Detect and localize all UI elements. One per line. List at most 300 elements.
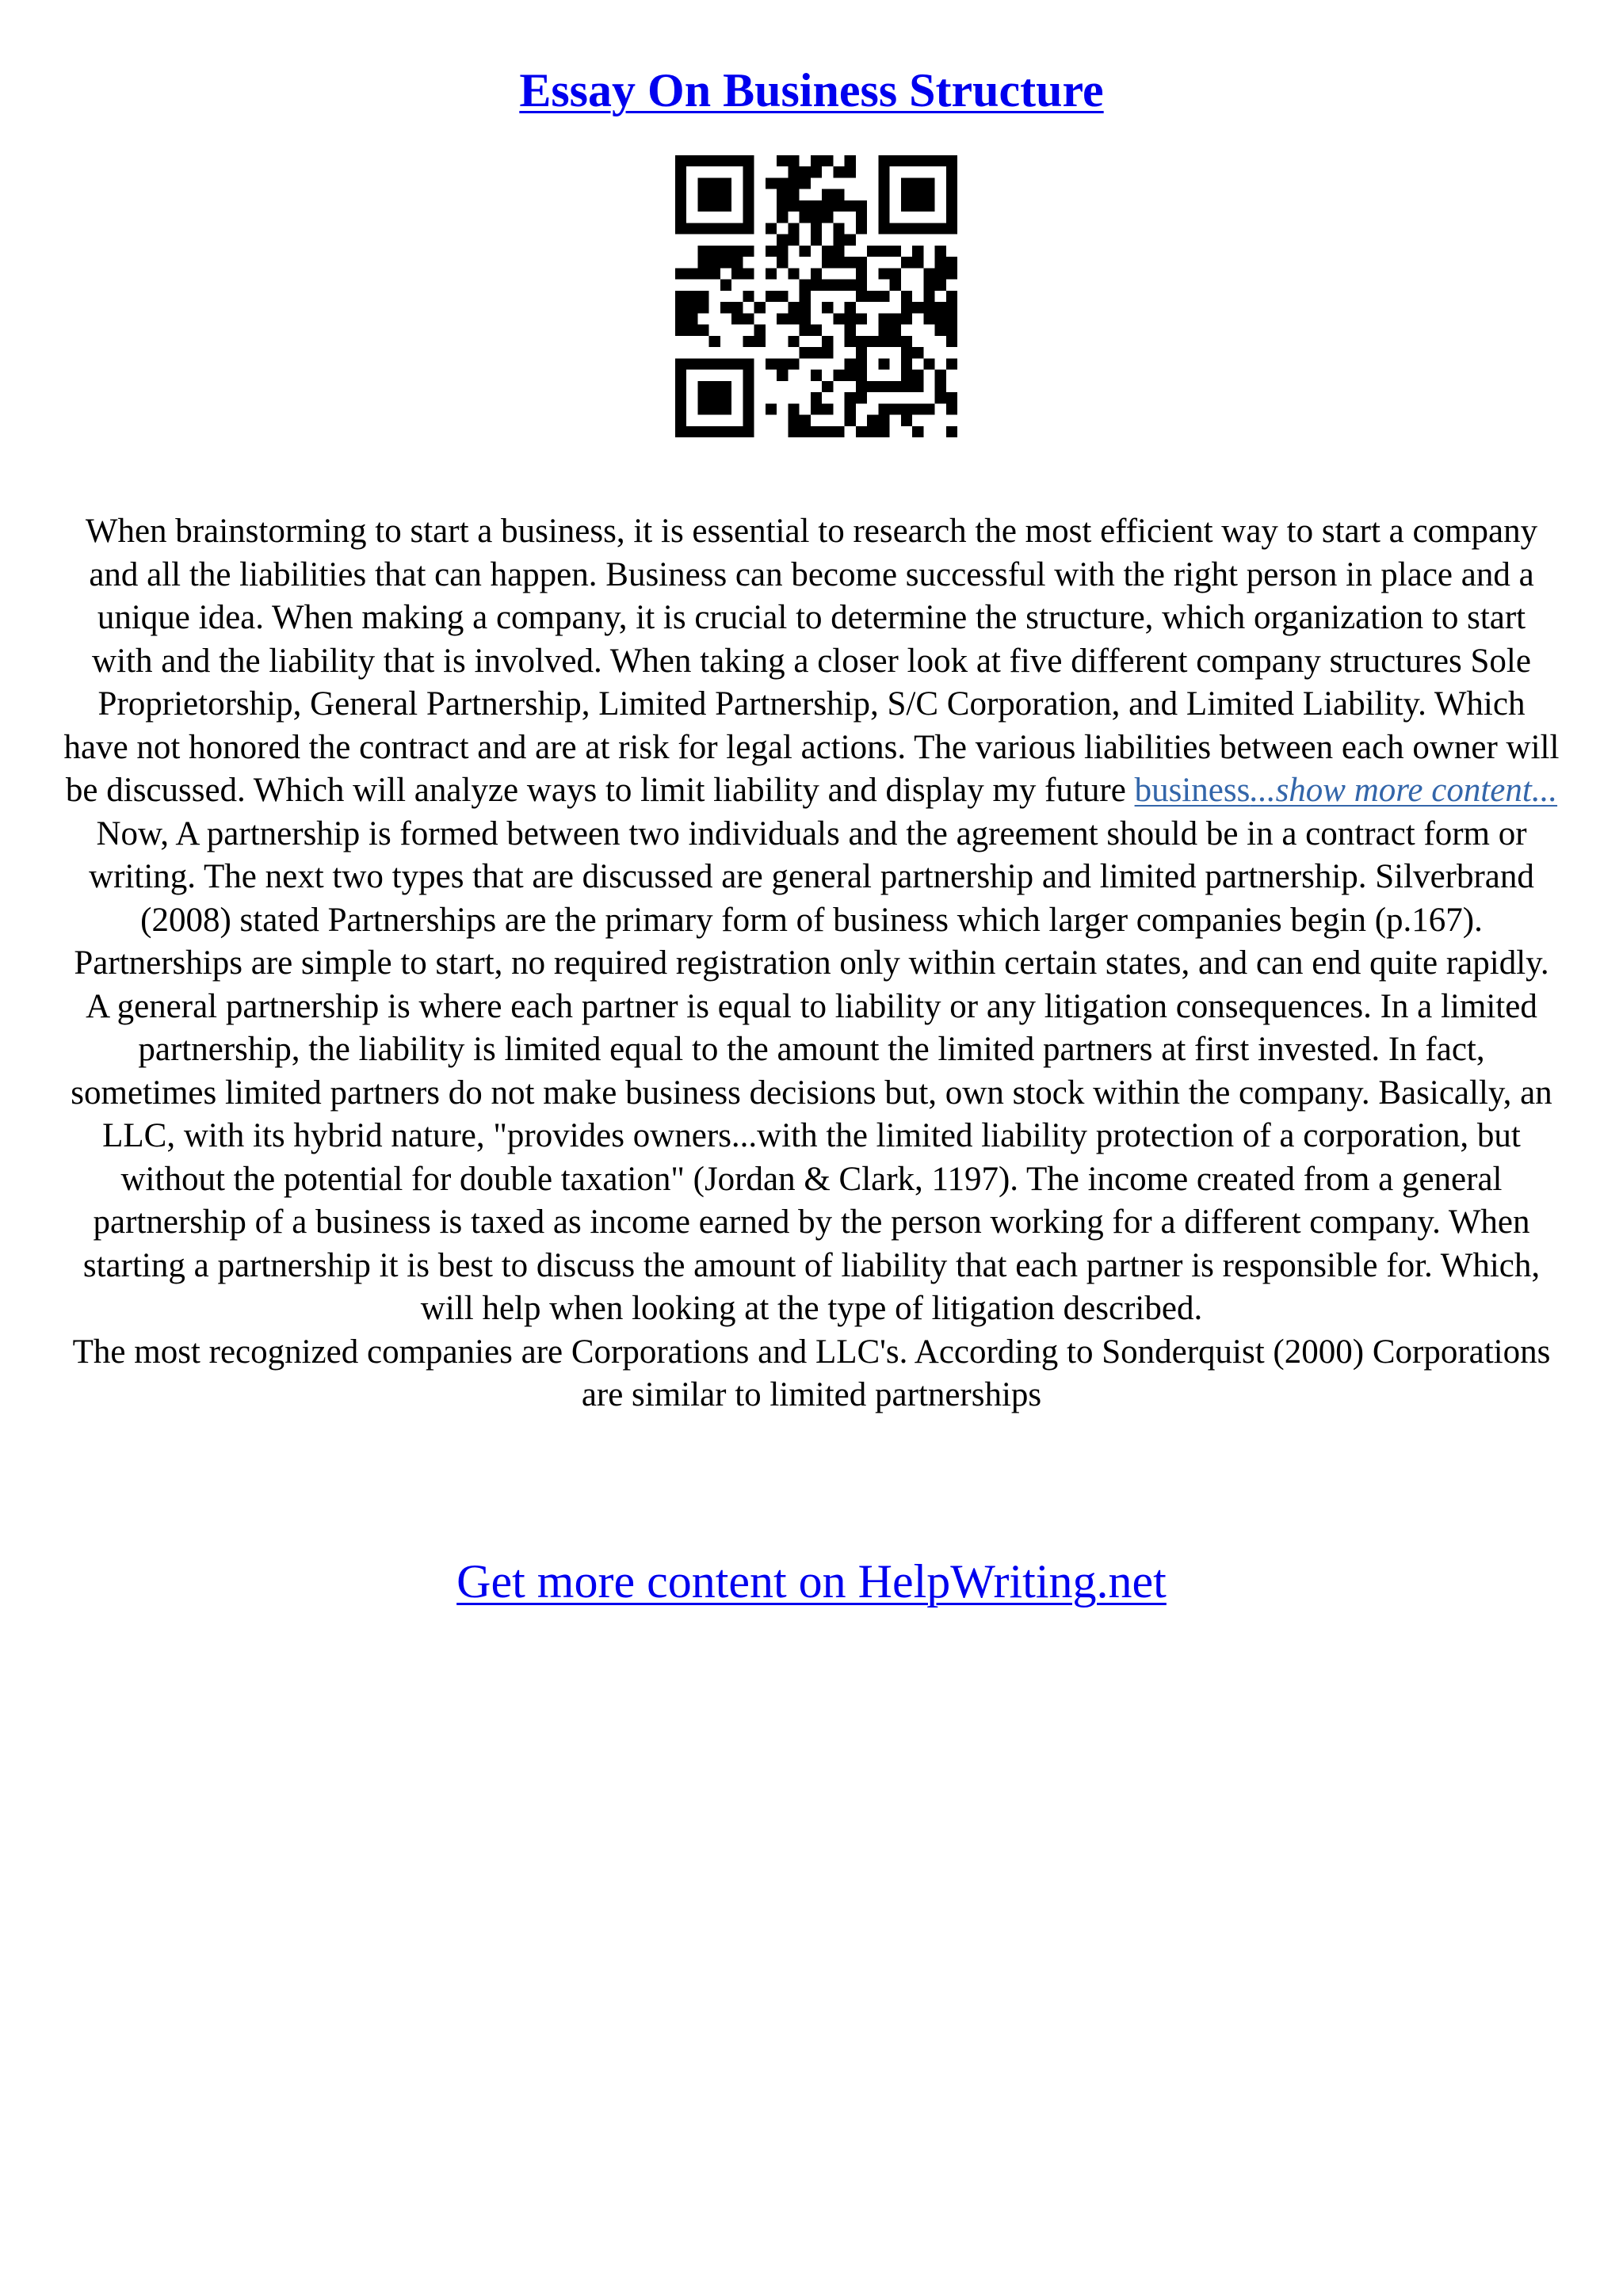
qr-module (743, 212, 754, 223)
qr-module (946, 155, 957, 166)
qr-module (800, 347, 811, 358)
qr-module (766, 291, 777, 302)
qr-module (675, 189, 686, 200)
qr-module (731, 246, 743, 257)
show-more-word: business (1134, 772, 1251, 809)
qr-module (822, 257, 833, 268)
qr-module (845, 257, 856, 268)
qr-module (731, 257, 743, 268)
qr-module (709, 155, 720, 166)
qr-module (901, 155, 912, 166)
qr-module (833, 280, 844, 291)
qr-module (788, 155, 799, 166)
qr-module (675, 155, 686, 166)
qr-module (709, 268, 720, 279)
qr-module (743, 189, 754, 200)
qr-module (935, 280, 946, 291)
qr-module (923, 200, 934, 212)
qr-module (743, 177, 754, 189)
qr-module (845, 415, 856, 426)
qr-module (697, 223, 708, 234)
qr-module (709, 381, 720, 392)
qr-module (912, 177, 923, 189)
qr-module (878, 336, 889, 347)
qr-module (686, 155, 697, 166)
qr-module (709, 336, 720, 347)
qr-module (697, 392, 708, 403)
qr-module (856, 392, 867, 403)
qr-module (675, 302, 686, 313)
qr-module (811, 347, 822, 358)
qr-module (788, 313, 799, 324)
qr-module (766, 358, 777, 369)
qr-module (923, 177, 934, 189)
qr-module (800, 280, 811, 291)
qr-module (833, 166, 844, 177)
qr-module (811, 200, 822, 212)
qr-module (822, 246, 833, 257)
qr-module (845, 370, 856, 381)
qr-module (675, 268, 686, 279)
qr-module (743, 291, 754, 302)
qr-module (731, 223, 743, 234)
show-more-link[interactable] (1135, 772, 1558, 809)
qr-module (912, 403, 923, 414)
qr-module (754, 336, 766, 347)
qr-module (743, 370, 754, 381)
qr-module (709, 358, 720, 369)
qr-module (878, 189, 889, 200)
qr-module (811, 155, 822, 166)
qr-module (686, 291, 697, 302)
qr-module (720, 177, 731, 189)
qr-module (901, 336, 912, 347)
qr-module (935, 257, 946, 268)
qr-module (912, 347, 923, 358)
qr-module (878, 415, 889, 426)
qr-module (766, 403, 777, 414)
qr-module (923, 189, 934, 200)
qr-module (856, 280, 867, 291)
qr-module (890, 155, 901, 166)
qr-module (788, 166, 799, 177)
qr-module (856, 257, 867, 268)
qr-module (777, 291, 788, 302)
qr-module (777, 177, 788, 189)
essay-paragraph-2: Now, A partnership is formed between two individuals and the agreement should be in a contract form or writing. The next two types that are discussed are general partnership and limited partnership. Silverbrand (2008) stated Partnerships are the primary form of business which larger companies begin (p.167). Partnerships are simple to start, no required registration only within certain states, and can end quite rapidly. A general partnership is where each partner is equal to liability or any litigation consequences. In a limited partnership, the liability is limited equal to the amount the limited partners at first invested. In fact, sometimes limited partners do not make business decisions but, own stock within the company. Basically, an LLC, with its hybrid nature, "provides owners...with the limited liability protection of a corporation, but without the potential for double taxation" (Jordan & Clark, 1197). The income created from a general partnership of a business is taxed as income earned by the person working for a different company. When starting a partnership it is best to discuss the amount of liability that each partner is responsible for. Which, will help when looking at the type of litigation described. (71, 814, 1552, 1327)
qr-module (675, 403, 686, 414)
qr-module (856, 268, 867, 279)
qr-module (675, 325, 686, 336)
qr-module (720, 358, 731, 369)
qr-module (800, 313, 811, 324)
qr-module (878, 268, 889, 279)
qr-module (720, 189, 731, 200)
qr-module (720, 223, 731, 234)
qr-module (935, 381, 946, 392)
qr-module (935, 268, 946, 279)
qr-module (720, 381, 731, 392)
qr-module (800, 291, 811, 302)
qr-module (912, 246, 923, 257)
qr-module (800, 200, 811, 212)
qr-module (935, 302, 946, 313)
qr-module (946, 189, 957, 200)
qr-module (697, 426, 708, 437)
qr-module (811, 166, 822, 177)
qr-module (833, 426, 844, 437)
qr-module (923, 268, 934, 279)
qr-module (709, 246, 720, 257)
qr-module (697, 189, 708, 200)
qr-module (878, 381, 889, 392)
qr-module (912, 381, 923, 392)
qr-module (675, 426, 686, 437)
qr-module (845, 313, 856, 324)
qr-code-graphic (675, 155, 957, 437)
qr-module (890, 403, 901, 414)
qr-code-icon (675, 155, 957, 437)
qr-module (686, 358, 697, 369)
qr-module (901, 313, 912, 324)
qr-module (743, 358, 754, 369)
qr-module (788, 268, 799, 279)
qr-module (788, 177, 799, 189)
qr-module (845, 155, 856, 166)
qr-module (935, 325, 946, 336)
qr-module (890, 268, 901, 279)
qr-module (867, 291, 878, 302)
qr-module (743, 166, 754, 177)
qr-module (935, 155, 946, 166)
qr-module (946, 257, 957, 268)
qr-module (822, 280, 833, 291)
qr-module (878, 212, 889, 223)
qr-module (731, 313, 743, 324)
qr-module (845, 200, 856, 212)
qr-module (788, 426, 799, 437)
qr-module (901, 381, 912, 392)
qr-module (901, 302, 912, 313)
qr-module (867, 336, 878, 347)
qr-module (788, 189, 799, 200)
qr-module (856, 370, 867, 381)
qr-module (856, 212, 867, 223)
qr-module (845, 403, 856, 414)
qr-module (697, 291, 708, 302)
qr-module (754, 325, 766, 336)
qr-module (822, 347, 833, 358)
qr-module (697, 200, 708, 212)
qr-module (867, 381, 878, 392)
qr-module (901, 200, 912, 212)
qr-module (878, 426, 889, 437)
get-more-content-link[interactable]: Get more content on HelpWriting.net (456, 1555, 1167, 1608)
qr-module (912, 223, 923, 234)
qr-module (878, 200, 889, 212)
qr-module (720, 426, 731, 437)
qr-module (878, 313, 889, 324)
qr-module (743, 403, 754, 414)
qr-module (856, 358, 867, 369)
qr-module (867, 426, 878, 437)
qr-module (946, 291, 957, 302)
qr-module (788, 223, 799, 234)
qr-module (675, 370, 686, 381)
qr-module (946, 223, 957, 234)
qr-module (822, 403, 833, 414)
qr-module (754, 302, 766, 313)
qr-module (946, 358, 957, 369)
qr-module (935, 313, 946, 324)
qr-module (811, 370, 822, 381)
qr-module (935, 370, 946, 381)
qr-module (777, 200, 788, 212)
qr-module (833, 246, 844, 257)
qr-module (720, 280, 731, 291)
qr-module (811, 426, 822, 437)
qr-module (833, 200, 844, 212)
qr-module (697, 403, 708, 414)
qr-module (845, 302, 856, 313)
qr-module (856, 381, 867, 392)
qr-module (845, 166, 856, 177)
qr-module (686, 302, 697, 313)
qr-module (811, 325, 822, 336)
essay-body (63, 510, 1560, 1417)
qr-module (777, 246, 788, 257)
qr-module (675, 223, 686, 234)
qr-module (675, 177, 686, 189)
qr-module (946, 200, 957, 212)
qr-module (890, 336, 901, 347)
qr-module (901, 223, 912, 234)
qr-module (867, 246, 878, 257)
qr-module (822, 381, 833, 392)
qr-module (890, 280, 901, 291)
qr-module (912, 200, 923, 212)
essay-paragraph-3: The most recognized companies are Corporations and LLC's. According to Sonderquist (2000) Corporations are similar to limited partnerships (72, 1333, 1551, 1413)
qr-module (878, 325, 889, 336)
qr-module (856, 347, 867, 358)
qr-module (923, 291, 934, 302)
essay-paragraph-1 (63, 510, 1560, 813)
qr-module (822, 189, 833, 200)
qr-module (845, 235, 856, 246)
qr-module (720, 257, 731, 268)
qr-module (800, 302, 811, 313)
qr-module (912, 370, 923, 381)
qr-module (923, 313, 934, 324)
qr-module (800, 325, 811, 336)
qr-module (890, 223, 901, 234)
qr-module (709, 426, 720, 437)
qr-module (878, 291, 889, 302)
qr-module (675, 392, 686, 403)
paragraph-1-text: When brainstorming to start a business, it is essential to research the most efficient way to start a company and all the liabilities that can happen. Business can become successful with the right person in place and a unique idea. When making a company, it is crucial to determine the structure, which organization to start with and the liability that is involved. When taking a closer look at five different company structures Sole Proprietorship, General Partnership, Limited Partnership, S/C Corporation, and Limited Liability. Which have not honored the contract and are at risk for legal actions. The various liabilities between each owner will be discussed. Which will analyze ways to limit liability and display my future (63, 513, 1560, 809)
qr-module (946, 166, 957, 177)
qr-module (766, 223, 777, 234)
qr-module (709, 392, 720, 403)
qr-module (675, 291, 686, 302)
qr-module (731, 268, 743, 279)
qr-module (697, 358, 708, 369)
qr-module (935, 392, 946, 403)
qr-module (743, 313, 754, 324)
qr-module (878, 358, 889, 369)
qr-module (878, 166, 889, 177)
qr-module (878, 403, 889, 414)
qr-module (856, 336, 867, 347)
qr-module (878, 155, 889, 166)
qr-module (686, 325, 697, 336)
qr-module (731, 155, 743, 166)
qr-module (709, 189, 720, 200)
qr-module (766, 246, 777, 257)
qr-module (675, 166, 686, 177)
qr-module (822, 155, 833, 166)
qr-module (720, 302, 731, 313)
qr-module (800, 177, 811, 189)
page-title (0, 60, 1623, 120)
qr-module (856, 313, 867, 324)
qr-module (946, 212, 957, 223)
qr-module (709, 200, 720, 212)
qr-module (720, 246, 731, 257)
title-link[interactable]: Essay On Business Structure (519, 64, 1104, 116)
qr-module (923, 155, 934, 166)
qr-module (901, 189, 912, 200)
qr-module (720, 155, 731, 166)
qr-module (923, 280, 934, 291)
qr-module (731, 302, 743, 313)
qr-module (788, 200, 799, 212)
qr-module (777, 155, 788, 166)
qr-module (845, 280, 856, 291)
qr-module (833, 257, 844, 268)
qr-module (878, 223, 889, 234)
qr-module (822, 302, 833, 313)
qr-module (946, 325, 957, 336)
qr-module (766, 268, 777, 279)
qr-module (912, 257, 923, 268)
footer-cta (0, 1551, 1623, 1611)
qr-module (890, 246, 901, 257)
qr-module (923, 302, 934, 313)
qr-module (946, 302, 957, 313)
qr-module (923, 403, 934, 414)
qr-module (709, 403, 720, 414)
qr-module (901, 415, 912, 426)
qr-module (901, 370, 912, 381)
qr-module (901, 291, 912, 302)
qr-module (731, 426, 743, 437)
qr-module (912, 189, 923, 200)
qr-module (709, 223, 720, 234)
qr-module (675, 381, 686, 392)
qr-module (777, 313, 788, 324)
qr-module (675, 415, 686, 426)
qr-module (743, 392, 754, 403)
qr-module (856, 223, 867, 234)
qr-module (833, 189, 844, 200)
qr-module (743, 426, 754, 437)
qr-module (743, 268, 754, 279)
qr-module (777, 235, 788, 246)
qr-module (697, 325, 708, 336)
qr-module (709, 257, 720, 268)
qr-module (720, 200, 731, 212)
qr-module (686, 268, 697, 279)
qr-module (697, 302, 708, 313)
qr-module (833, 235, 844, 246)
qr-module (845, 358, 856, 369)
qr-module (675, 212, 686, 223)
qr-module (777, 257, 788, 268)
qr-module (743, 223, 754, 234)
qr-module (822, 212, 833, 223)
qr-module (811, 280, 822, 291)
qr-module (811, 392, 822, 403)
qr-module (845, 336, 856, 347)
qr-module (890, 313, 901, 324)
qr-module (935, 223, 946, 234)
qr-module (697, 246, 708, 257)
qr-module (697, 268, 708, 279)
qr-module (743, 155, 754, 166)
qr-module (686, 426, 697, 437)
qr-module (833, 223, 844, 234)
qr-module (675, 313, 686, 324)
qr-module (822, 336, 833, 347)
qr-module (867, 415, 878, 426)
qr-module (788, 415, 799, 426)
qr-module (822, 200, 833, 212)
qr-module (923, 358, 934, 369)
qr-module (890, 381, 901, 392)
qr-module (811, 212, 822, 223)
qr-module (935, 246, 946, 257)
qr-module (856, 291, 867, 302)
qr-module (912, 426, 923, 437)
qr-module (788, 336, 799, 347)
qr-module (822, 426, 833, 437)
qr-module (856, 426, 867, 437)
qr-module (890, 325, 901, 336)
qr-module (788, 358, 799, 369)
qr-module (912, 302, 923, 313)
qr-module (811, 223, 822, 234)
qr-module (946, 403, 957, 414)
qr-module (743, 415, 754, 426)
qr-module (788, 235, 799, 246)
qr-module (946, 268, 957, 279)
qr-module (731, 358, 743, 369)
qr-module (878, 246, 889, 257)
qr-module (811, 268, 822, 279)
qr-module (800, 212, 811, 223)
qr-module (845, 392, 856, 403)
qr-module (743, 381, 754, 392)
qr-module (901, 257, 912, 268)
qr-module (923, 223, 934, 234)
qr-module (800, 166, 811, 177)
show-more-label: ...show more content... (1250, 772, 1558, 809)
qr-module (743, 200, 754, 212)
qr-module (777, 189, 788, 200)
qr-module (697, 381, 708, 392)
qr-module (912, 155, 923, 166)
